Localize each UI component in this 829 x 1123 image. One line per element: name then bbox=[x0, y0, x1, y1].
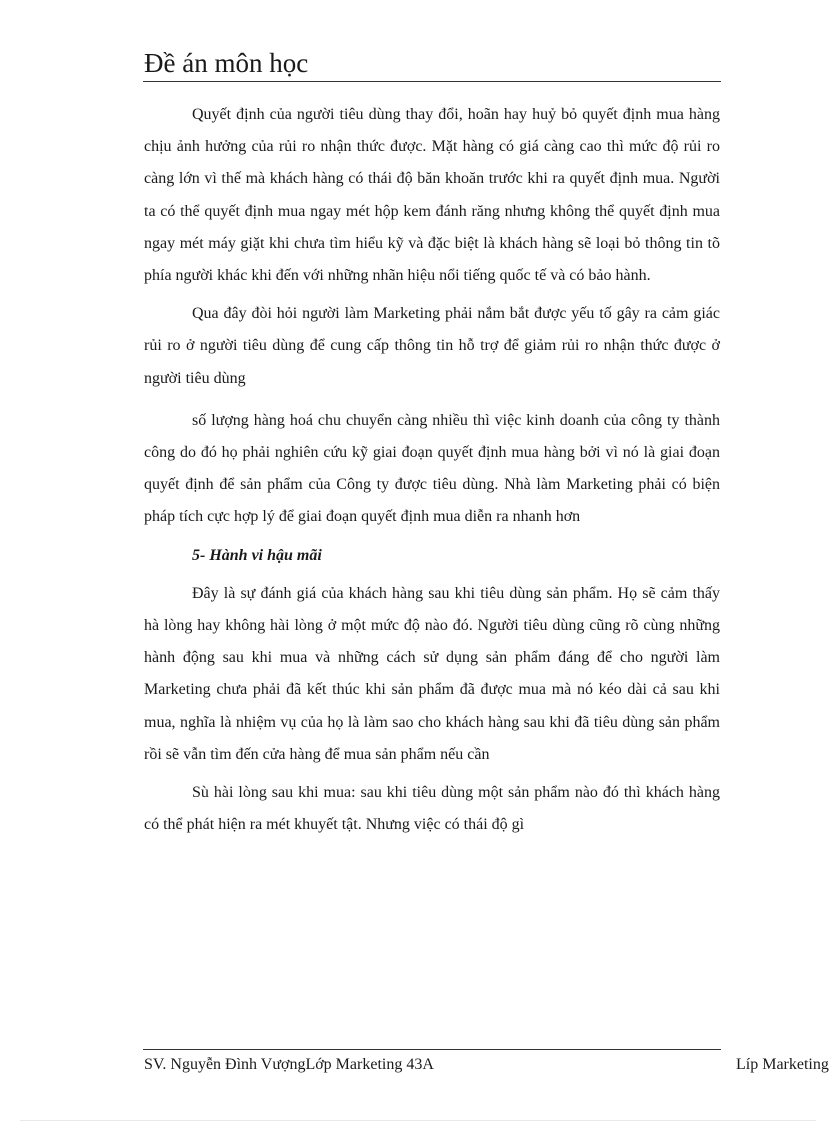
header-divider bbox=[143, 81, 721, 82]
page-header-title: Đề án môn học bbox=[144, 48, 309, 78]
body-paragraph-5: Sù hài lòng sau khi mua: sau khi tiêu dùng một sản phẩm nào đó thì khách hàng có thể phát hiện ra mét khuyết tật. Nhưng việc có thái độ gì bbox=[144, 784, 720, 834]
section-heading: 5- Hành vi hậu mãi bbox=[192, 546, 322, 564]
footer-class-label: Líp Marketing bbox=[736, 1056, 829, 1073]
footer-author: SV. Nguyễn Đình VượngLớp Marketing 43A bbox=[144, 1056, 434, 1073]
document-body bbox=[144, 99, 720, 841]
body-paragraph-3: số lượng hàng hoá chu chuyển càng nhiều thì việc kinh doanh của công ty thành công do đó họ phải nghiên cứu kỹ giai đoạn quyết định mua hàng bởi vì nó là giai đoạn quyết định để sản phẩm của Công ty được tiêu dùng. Nhà làm Marketing phải có biện pháp tích cực hợp lý để giai đoạn quyết định mua diễn ra nhanh hơn bbox=[144, 411, 720, 526]
body-paragraph-4: Đây là sự đánh giá của khách hàng sau khi tiêu dùng sản phẩm. Họ sẽ cảm thấy hà lòng hay không hài lòng ở một mức độ nào đó. Người tiêu dùng cũng rõ cùng những hành động sau khi mua và những cách sử dụng sản phẩm đáng để cho người làm Marketing chưa phải đã kết thúc khi sản phẩm đã được mua mà nó kéo dài cả sau khi mua, nghĩa là nhiệm vụ của họ là làm sao cho khách hàng sau khi đã tiêu dùng sản phẩm rồi sẽ vẫn tìm đến cửa hàng để mua sản phẩm nếu cần bbox=[144, 584, 720, 763]
body-paragraph-2: Qua đây đòi hỏi người làm Marketing phải nắm bắt được yếu tố gây ra cảm giác rủi ro ở người tiêu dùng để cung cấp thông tin hỗ trợ để giảm rủi ro nhận thức được ở người tiêu dùng bbox=[144, 305, 720, 387]
footer-divider bbox=[143, 1049, 721, 1050]
body-paragraph-1: Quyết định của người tiêu dùng thay đổi, hoãn hay huỷ bỏ quyết định mua hàng chịu ảnh hưởng của rủi ro nhận thức được. Mặt hàng có giá càng cao thì mức độ rủi ro càng lớn vì thế mà khách hàng có thái độ băn khoăn trước khi ra quyết định mua. Người ta có thể quyết định mua ngay mét hộp kem đánh răng nhưng không thể quyết định mua ngay mét máy giặt khi chưa tìm hiểu kỹ và đặc biệt là khách hàng sẽ loại bỏ thông tin tõ phía người khác khi đến với những nhãn hiệu nổi tiếng quốc tế và có bảo hành. bbox=[144, 106, 720, 285]
page-bottom-edge bbox=[20, 1120, 816, 1121]
